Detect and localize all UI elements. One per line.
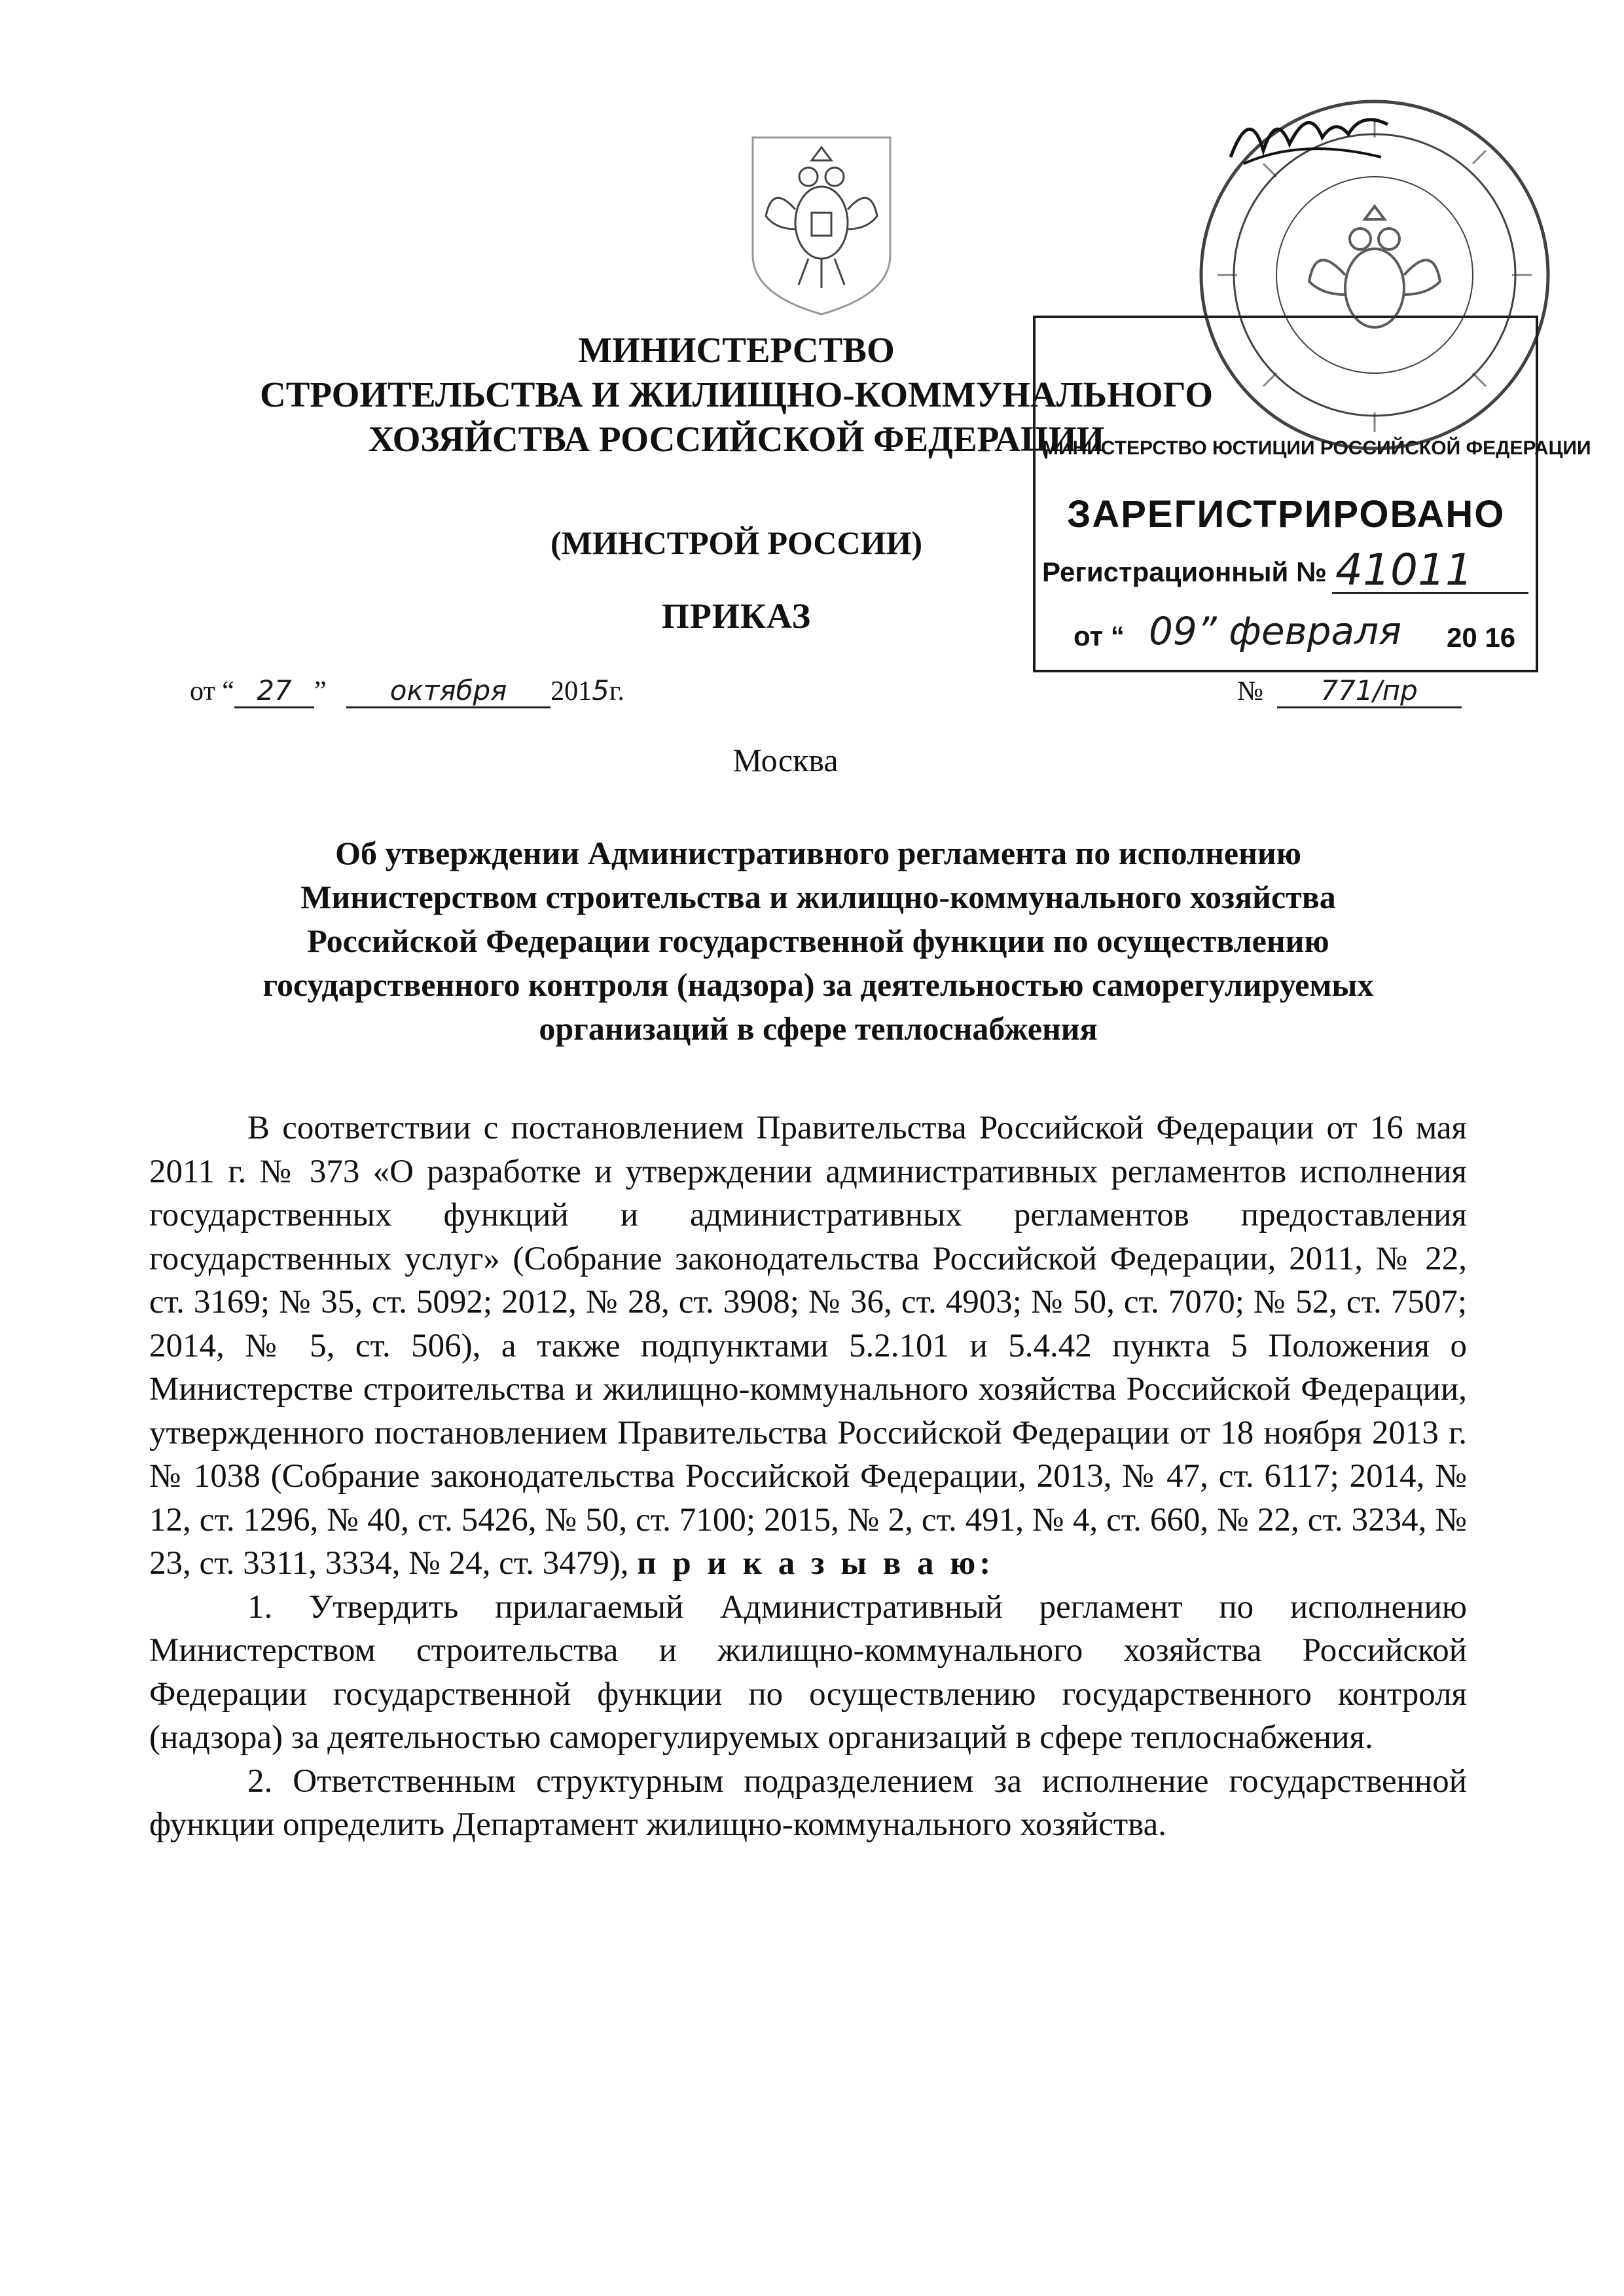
command-word: п р и к а з ы в а ю: (637, 1545, 995, 1582)
registration-number-label: Регистрационный № (1042, 556, 1327, 587)
order-type-heading: ПРИКАЗ (661, 596, 812, 636)
title-line: Министерством строительства и жилищно-коммунального хозяйства (300, 879, 1336, 915)
registration-year: 20 16 (1447, 622, 1516, 653)
date-year-digit: 5 (592, 674, 609, 706)
document-title (157, 831, 1479, 1051)
preamble-text: В соответствии с постановлением Правительства Российской Федерации от 16 мая 2011 г. № 373 «О разработке и утверждении административных регламентов исполнения государственных функций и административных регламентов предоставления государственных услуг» (Собрание законодательства Российской Федерации, 2011, № 22, ст. 3169; № 35, ст. 5092; 2012, № 28, ст. 3908; № 36, ст. 4903; № 50, ст. 7070; № 52, ст. 7507; 2014, № 5, ст. 506), а также подпунктами 5.2.101 и 5.4.42 пункта 5 Положения о Министерстве строительства и жилищно-коммунального хозяйства Российской Федерации, утвержденного постановлением Правительства Российской Федерации от 18 ноября 2013 г. № 1038 (Собрание законодательства Российской Федерации, 2013, № 47, ст. 6117; 2014, № 12, ст. 1296, № 40, ст. 5426, № 50, ст. 7100; 2015, № 2, ст. 491, № 4, ст. 660, № 22, ст. 3234, № 23, ст. 3311, 3334, № 24, ст. 3479), (149, 1110, 1467, 1582)
paragraph-item-1: 1. Утвердить прилагаемый Административный регламент по исполнению Министерством строительства и жилищно-коммунального хозяйства Российской Федерации государственной функции по осуществлению государственного контроля (надзора) за деятельностью саморегулируемых организаций в сфере теплоснабжения. (149, 1588, 1467, 1756)
paragraph-item-2: 2. Ответственным структурным подразделением за исполнение государственной функции определить Департамент жилищно-коммунального хозяйства. (149, 1762, 1467, 1843)
date-prefix: от “ (190, 676, 234, 706)
date-year-suffix: г. (609, 676, 624, 706)
title-line: государственного контроля (надзора) за деятельностью саморегулируемых (262, 966, 1374, 1003)
date-quote-close: ” (314, 676, 327, 706)
number-prefix: № (1237, 676, 1264, 706)
title-line: Российской Федерации государственной функции по осуществлению (307, 922, 1329, 959)
order-date (190, 674, 624, 714)
registration-stamp-ministry: МИНИСТЕРСТВО ЮСТИЦИИ РОССИЙСКОЙ ФЕДЕРАЦИИ (1042, 437, 1591, 459)
registration-date-label: от “ (1074, 621, 1125, 651)
paragraph-preamble (149, 1106, 1467, 1586)
registration-number-underline (1332, 592, 1528, 594)
date-year-prefix: 201 (550, 676, 592, 706)
ministry-abbreviation: (МИНСТРОЙ РОССИИ) (550, 524, 923, 561)
date-month: октября (346, 674, 550, 708)
registration-number-value: 41011 (1335, 545, 1473, 595)
title-line: организаций в сфере теплоснабжения (539, 1010, 1098, 1047)
registration-date-value: 09” февраля (1149, 609, 1402, 653)
ministry-name-line3: ХОЗЯЙСТВА РОССИЙСКОЙ ФЕДЕРАЦИИ (368, 419, 1105, 459)
document-body (149, 1106, 1467, 1847)
order-number (1237, 674, 1462, 708)
date-day: 27 (234, 674, 314, 708)
ministry-name-line2: СТРОИТЕЛЬСТВА И ЖИЛИЩНО-КОММУНАЛЬНОГО (260, 374, 1213, 414)
title-line: Об утверждении Административного регламента по исполнению (335, 835, 1301, 871)
coat-of-arms-icon (746, 131, 897, 318)
registration-stamp-title: ЗАРЕГИСТРИРОВАНО (1067, 493, 1506, 536)
number-value: 771/пр (1277, 674, 1462, 708)
ministry-name-line1: МИНИСТЕРСТВО (578, 330, 895, 370)
city: Москва (732, 742, 839, 778)
signature-icon (1224, 98, 1394, 177)
